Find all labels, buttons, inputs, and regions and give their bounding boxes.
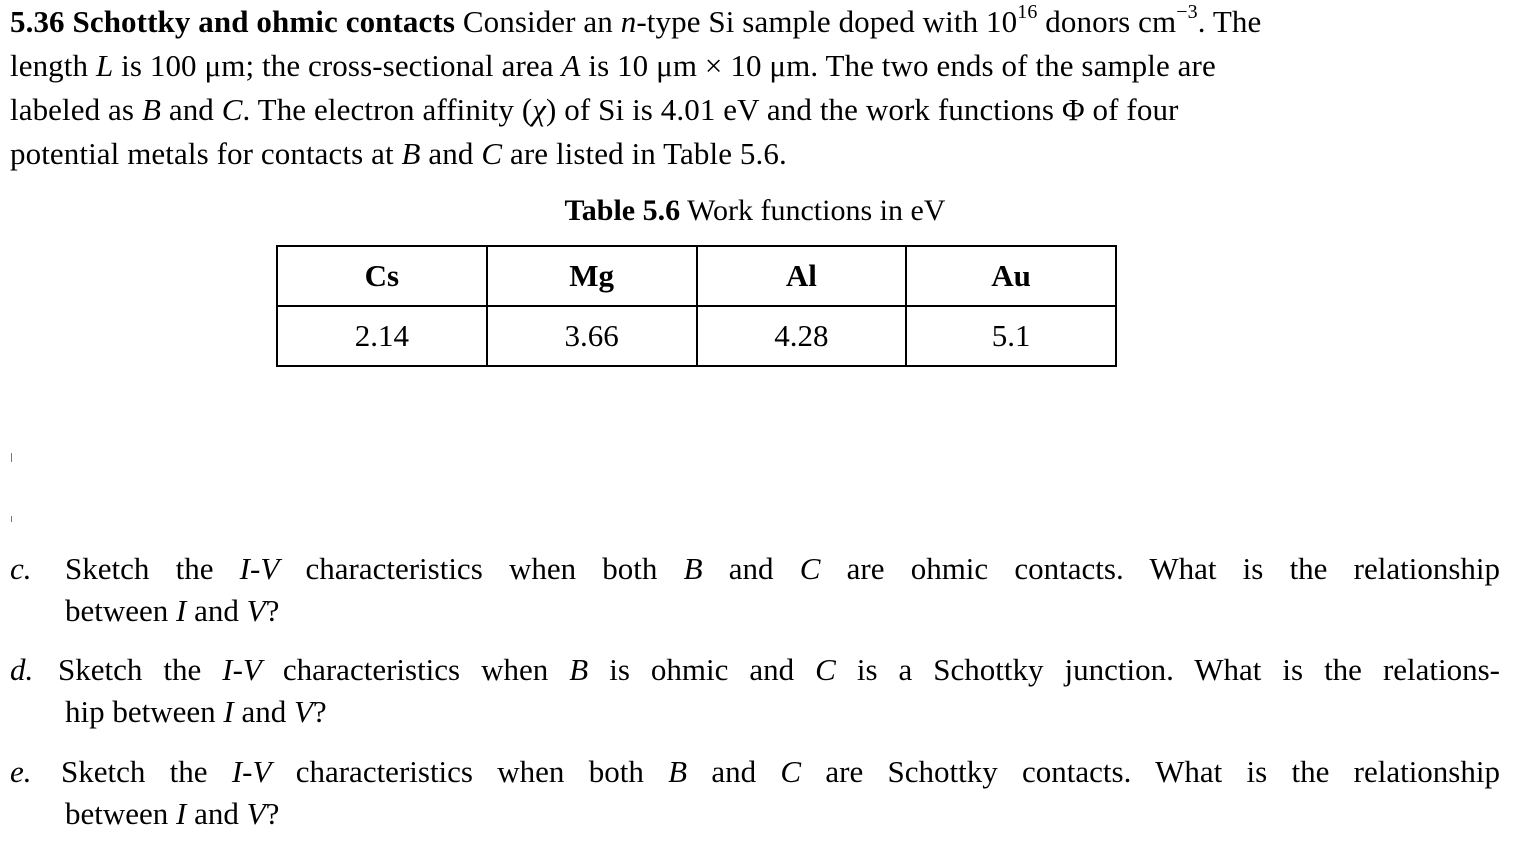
- text: are Schottky contacts. What is the relationship: [801, 754, 1500, 789]
- question-label: c.: [10, 551, 32, 586]
- text: characteristics when both: [271, 754, 669, 789]
- var-C: C: [799, 551, 821, 586]
- table-header-cell: Au: [906, 246, 1116, 306]
- question-c-line-1: [10, 548, 1500, 590]
- var-iv: I-V: [222, 652, 262, 687]
- question-e-line-1: [10, 751, 1500, 793]
- text: and: [160, 92, 222, 127]
- text: ?: [312, 694, 327, 729]
- text: between: [65, 593, 177, 628]
- text: . The: [1197, 4, 1262, 39]
- text: potential metals for contacts at: [10, 136, 402, 171]
- var-A: A: [561, 48, 581, 83]
- problem-line-3: [10, 88, 1510, 132]
- table-cell: 5.1: [906, 306, 1116, 366]
- text: hip between: [65, 694, 224, 729]
- var-C: C: [221, 92, 243, 127]
- table-header-cell: Mg: [487, 246, 697, 306]
- problem-line-2: [10, 44, 1510, 88]
- var-B: B: [141, 92, 161, 127]
- table-cell: 3.66: [487, 306, 697, 366]
- text: is 10 μm × 10 μm. The two ends of the sample are: [580, 48, 1216, 83]
- text: ?: [265, 593, 280, 628]
- table-header-cell: Cs: [277, 246, 487, 306]
- table-header-row: [277, 246, 1116, 306]
- text: donors cm: [1037, 4, 1177, 39]
- question-label: e.: [10, 754, 32, 789]
- problem-line-4: [10, 132, 1510, 176]
- var-V: V: [246, 796, 266, 831]
- text: and: [186, 796, 247, 831]
- text: Consider an: [462, 4, 621, 39]
- table-cell: 2.14: [277, 306, 487, 366]
- text: and: [420, 136, 482, 171]
- text: -type Si sample doped with 10: [636, 4, 1018, 39]
- text: and: [687, 754, 781, 789]
- var-L: L: [95, 48, 114, 83]
- var-B: B: [668, 754, 688, 789]
- var-B: B: [683, 551, 703, 586]
- problem-line-1: [10, 0, 1510, 44]
- table-row: [277, 306, 1116, 366]
- var-I: I: [176, 593, 187, 628]
- question-c: [10, 548, 1500, 632]
- question-d-line-1: [10, 649, 1500, 691]
- var-iv: I-V: [239, 551, 280, 586]
- var-C: C: [815, 652, 836, 687]
- var-V: V: [246, 593, 266, 628]
- text: are ohmic contacts. What is the relationship: [820, 551, 1501, 586]
- text: . The electron affinity (: [242, 92, 533, 127]
- doping-exponent: 16: [1017, 0, 1038, 23]
- scan-artifact-mark: [11, 516, 12, 522]
- var-B: B: [569, 652, 589, 687]
- question-d: [10, 649, 1500, 733]
- text: and: [702, 551, 800, 586]
- work-function-table: [276, 245, 1117, 367]
- var-I: I: [223, 694, 234, 729]
- question-d-line-2: [10, 691, 1500, 733]
- problem-statement: [10, 0, 1510, 176]
- text: Sketch the: [58, 652, 223, 687]
- text: is a Schottky junction. What is the relations-: [835, 652, 1501, 687]
- text: characteristics when: [261, 652, 570, 687]
- text: labeled as: [10, 92, 142, 127]
- var-n: n: [620, 4, 637, 39]
- text: is ohmic and: [588, 652, 816, 687]
- text: characteristics when both: [279, 551, 684, 586]
- text: are listed in Table 5.6.: [502, 136, 787, 171]
- var-C: C: [481, 136, 503, 171]
- problem-number: 5.36: [10, 4, 65, 39]
- scan-artifact-mark: [11, 453, 12, 462]
- cm-exponent: −3: [1176, 0, 1198, 23]
- question-e: [10, 751, 1500, 835]
- var-I: I: [176, 796, 187, 831]
- text: and: [233, 694, 294, 729]
- question-c-line-2: [10, 590, 1500, 632]
- question-e-line-2: [10, 793, 1500, 835]
- text: ?: [265, 796, 280, 831]
- var-V: V: [293, 694, 313, 729]
- text: Sketch the: [61, 754, 232, 789]
- text: length: [10, 48, 96, 83]
- var-C: C: [780, 754, 802, 789]
- table-caption-label: Table 5.6: [564, 194, 681, 227]
- var-B: B: [401, 136, 421, 171]
- text: is 100 μm; the cross-sectional area: [113, 48, 562, 83]
- text: ) of Si is 4.01 eV and the work functions Φ of four: [546, 92, 1179, 127]
- question-label: d.: [10, 652, 34, 687]
- text: and: [186, 593, 247, 628]
- table-caption-text: Work functions in eV: [680, 194, 946, 227]
- text: Sketch the: [65, 551, 240, 586]
- table-header-cell: Al: [697, 246, 907, 306]
- var-iv: I-V: [231, 754, 272, 789]
- text: between: [65, 796, 177, 831]
- problem-title: Schottky and ohmic contacts: [72, 4, 455, 39]
- table-cell: 4.28: [697, 306, 907, 366]
- chi-symbol: χ: [532, 92, 547, 127]
- table-caption: [0, 191, 1510, 231]
